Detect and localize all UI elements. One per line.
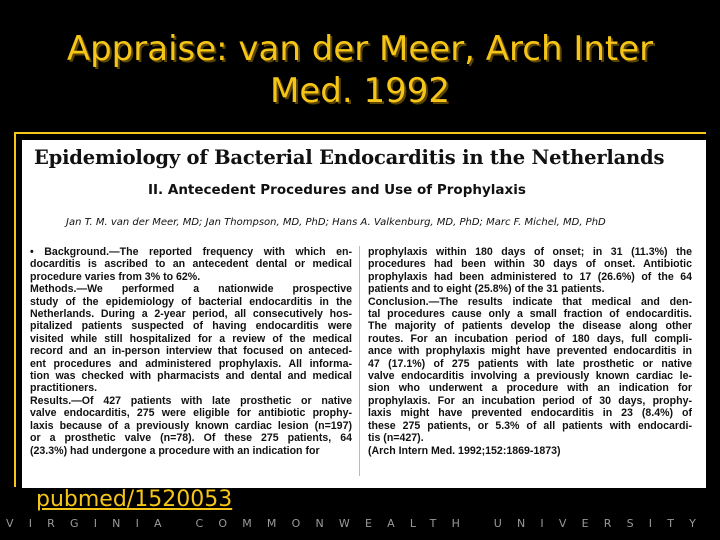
slide-title [0,28,720,112]
abstract-line: Results.—Of 427 patients with late prosthetic or native [30,394,352,407]
abstract-line: tis (n=427). [368,432,424,445]
abstract-line: practitioners. [30,382,98,395]
left-divider [14,132,16,487]
abstract-line: tal procedures cause only a small fraction of endocarditis. [368,308,692,321]
abstract-line: (Arch Intern Med. 1992;152:1869-1873) [368,444,561,457]
abstract-line: procedure varies from 3% to 62%. [30,270,201,283]
abstract-line: Conclusion.—The results indicate that medical and den- [368,295,692,308]
footer-university [0,512,720,534]
abstract-line: • Background.—The reported frequency with which en- [30,246,352,258]
abstract-line: pitalized patients suspected of having endocarditis were [30,320,352,333]
abstract-line: Methods.—We performed a nationwide prospective [30,283,352,296]
paper-title: Epidemiology of Bacterial Endocarditis in the Netherlands [34,146,665,169]
abstract-left-column [30,246,352,457]
column-divider [359,246,360,476]
abstract-line: docarditis is ascribed to an antecedent dental or medical [30,258,352,271]
slide-title-line1: Appraise: van der Meer, Arch Inter [66,29,654,69]
abstract-line: ance with prophylaxis might have prevented endocarditis in [368,345,692,358]
abstract-line: prophylaxis within 180 days of onset; in 31 (11.3%) the [368,246,692,258]
abstract-right-column [368,246,692,457]
abstract-line: prophylaxis. For an incubation period of 30 days, prophy- [368,394,692,407]
abstract-line: 47 (17.1%) of 275 patients with late prosthetic or native [368,357,692,370]
abstract-line: record and an in-person interview that focused on anteced- [30,345,352,358]
abstract-line: tion was checked with pharmacists and dental and medical [30,370,352,383]
abstract-line: prophylaxis had been administered to 17 (26.6%) of the 64 [368,270,692,283]
abstract-line: sion who underwent a procedure with an indication for [368,382,692,395]
abstract-line: valve endocarditis involving a previously known cardiac le- [368,370,692,383]
abstract-line: visited while still hospitalized for a review of the medical [30,332,352,345]
abstract-line: valve endocarditis, 275 were eligible for antibiotic prophy- [30,407,352,420]
top-divider [14,132,706,134]
abstract-line: laxis might have prevented endocarditis in 23 (8.4%) of [368,407,692,420]
abstract-line: Netherlands. During a 2-year period, all consecutively hos- [30,308,352,321]
abstract-line: ent procedures and administered prophylaxis. All informa- [30,357,352,370]
pubmed-link[interactable]: pubmed/1520053 [36,487,233,512]
abstract-line: these 275 patients, or 5.3% of all patients with endocardi- [368,419,692,432]
abstract-line: procedures had been within 30 days of onset. Antibiotic [368,258,692,271]
abstract-line: The majority of patients develop the disease along other [368,320,692,333]
abstract-line: laxis because of a previously known cardiac lesion (n=197) [30,419,352,432]
abstract-line: or a prosthetic valve (n=78). Of these 275 patients, 64 [30,432,352,445]
paper-authors: Jan T. M. van der Meer, MD; Jan Thompson, MD, PhD; Hans A. Valkenburg, MD, PhD; Marc F. Michel, MD, PhD [66,217,606,228]
abstract-line: (23.3%) had undergone a procedure with an indication for [30,444,320,457]
paper-subtitle: II. Antecedent Procedures and Use of Prophylaxis [148,182,526,198]
footer-text: VIRGINIA COMMONWEALTH UNIVERSITY [6,516,712,530]
slide-title-line2: Med. 1992 [270,71,450,111]
paper-abstract-image [22,140,706,488]
abstract-line: patients and to eight (25.8%) of the 31 patients. [368,283,605,296]
abstract-line: study of the epidemiology of bacterial endocarditis in the [30,295,352,308]
abstract-line: routes. For an incubation period of 180 days, full compli- [368,332,692,345]
